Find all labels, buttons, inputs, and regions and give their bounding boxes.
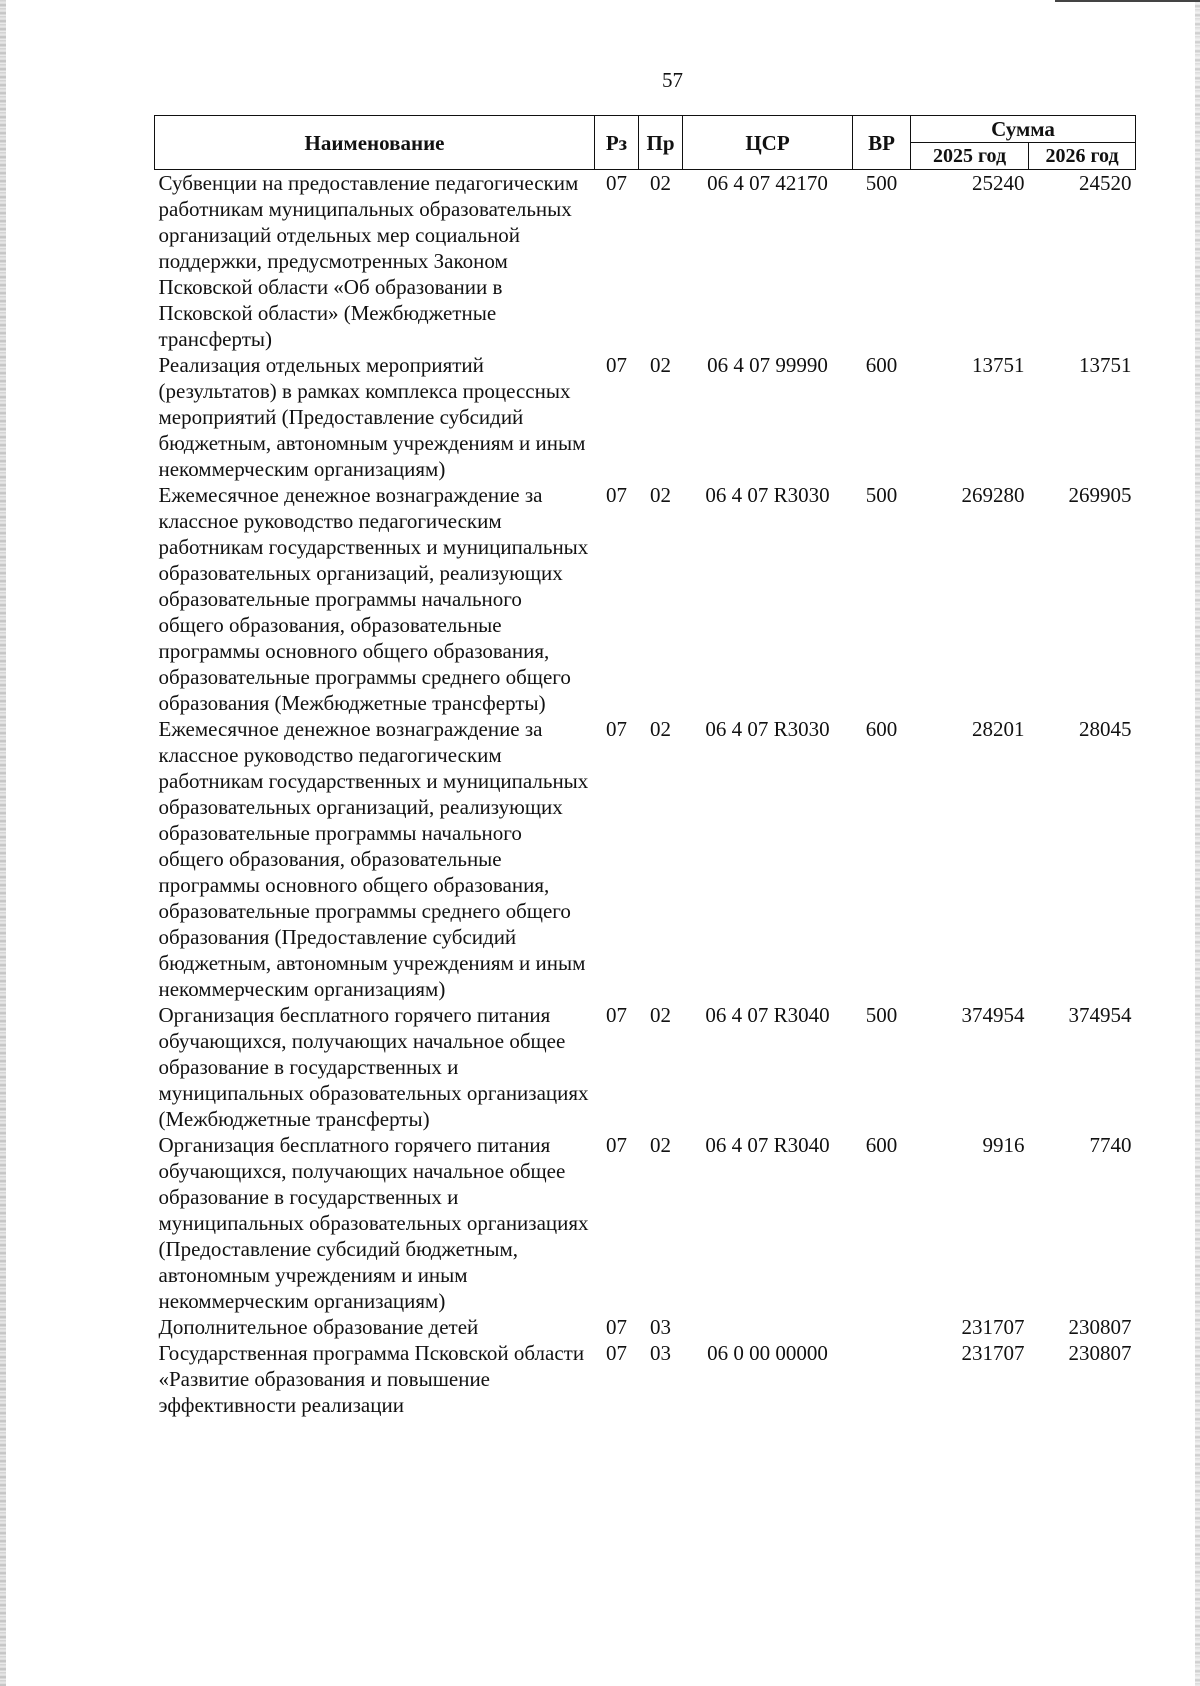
table-header — [155, 116, 1136, 170]
cell-sum-2025: 269280 — [961, 483, 1025, 507]
cell-sum-2026: 28045 — [1079, 717, 1132, 741]
table-row — [155, 1314, 1136, 1340]
table-row — [155, 716, 1136, 1002]
cell-vr — [853, 1340, 911, 1418]
cell-rz: 07 — [606, 1315, 627, 1339]
cell-vr: 600 — [865, 353, 898, 377]
cell-csr: 06 4 07 R3040 — [705, 1003, 830, 1027]
cell-rz: 07 — [606, 353, 627, 377]
cell-sum-2025: 25240 — [972, 171, 1025, 195]
scan-edge-right — [1195, 0, 1200, 1686]
table-row — [155, 482, 1136, 716]
cell-name: Государственная программа Псковской области «Развитие образования и повышение эффективности реализации — [158, 1341, 585, 1417]
cell-vr: 600 — [865, 1133, 898, 1157]
cell-sum-2025: 13751 — [972, 353, 1025, 377]
cell-vr: 600 — [865, 717, 898, 741]
cell-csr: 06 4 07 99990 — [707, 353, 828, 377]
cell-rz: 07 — [606, 717, 627, 741]
cell-csr — [683, 1314, 853, 1340]
cell-rz: 07 — [606, 1133, 627, 1157]
cell-csr: 06 4 07 R3040 — [705, 1133, 830, 1157]
cell-rz: 07 — [606, 1341, 627, 1365]
cell-sum-2026: 13751 — [1079, 353, 1132, 377]
cell-vr: 500 — [865, 171, 898, 195]
cell-csr: 06 0 00 00000 — [707, 1341, 828, 1365]
cell-pr: 03 — [650, 1341, 671, 1365]
cell-name: Организация бесплатного горячего питания обучающихся, получающих начальное общее образование в государственных и муниципальных образовательных организациях (Межбюджетные трансферты) — [158, 1003, 589, 1131]
header-pr: Пр — [639, 116, 683, 170]
budget-table — [154, 115, 1136, 1418]
table-row — [155, 170, 1136, 353]
cell-name: Субвенции на предоставление педагогическим работникам муниципальных образовательных организаций отдельных мер социальной поддержки, предусмотренных Законом Псковской области «Об образовании в Псковской области» (Межбюджетные трансферты) — [158, 171, 579, 351]
cell-sum-2026: 230807 — [1068, 1315, 1132, 1339]
cell-csr: 06 4 07 R3030 — [705, 483, 830, 507]
cell-vr: 500 — [865, 483, 898, 507]
cell-sum-2025: 9916 — [982, 1133, 1025, 1157]
cell-pr: 02 — [650, 353, 671, 377]
cell-csr: 06 4 07 42170 — [707, 171, 828, 195]
cell-sum-2026: 230807 — [1068, 1341, 1132, 1365]
header-year-2025: 2025 год — [911, 143, 1029, 170]
cell-pr: 02 — [650, 171, 671, 195]
cell-rz: 07 — [606, 1003, 627, 1027]
cell-sum-2026: 24520 — [1079, 171, 1132, 195]
cell-vr: 500 — [865, 1003, 898, 1027]
header-name: Наименование — [155, 116, 595, 170]
cell-name: Дополнительное образование детей — [158, 1315, 479, 1339]
cell-pr: 02 — [650, 1133, 671, 1157]
cell-name: Организация бесплатного горячего питания обучающихся, получающих начальное общее образование в государственных и муниципальных образовательных организациях (Предоставление субсидий бюджетным, автономным учреждениям и иным некоммерческим организациям) — [158, 1133, 589, 1313]
cell-vr — [853, 1314, 911, 1340]
page-number: 57 — [662, 68, 683, 92]
header-vr: ВР — [853, 116, 911, 170]
cell-sum-2025: 28201 — [972, 717, 1025, 741]
table-row — [155, 352, 1136, 482]
header-year-2026: 2026 год — [1029, 143, 1136, 170]
cell-sum-2026: 269905 — [1068, 483, 1132, 507]
cell-name: Ежемесячное денежное вознаграждение за классное руководство педагогическим работникам государственных и муниципальных образовательных организаций, реализующих образовательные программы начального общего образования, образовательные программы основного общего образования, образовательные программы среднего общего образования (Межбюджетные трансферты) — [158, 483, 589, 715]
cell-sum-2025: 374954 — [961, 1003, 1025, 1027]
cell-rz: 07 — [606, 483, 627, 507]
cell-pr: 02 — [650, 483, 671, 507]
header-rz: Рз — [595, 116, 639, 170]
table-row — [155, 1132, 1136, 1314]
table-row — [155, 1002, 1136, 1132]
cell-pr: 02 — [650, 1003, 671, 1027]
cell-name: Реализация отдельных мероприятий (результатов) в рамках комплекса процессных мероприятий (Предоставление субсидий бюджетным, автономным учреждениям и иным некоммерческим организациям) — [158, 353, 586, 481]
cell-sum-2026: 374954 — [1068, 1003, 1132, 1027]
cell-csr: 06 4 07 R3030 — [705, 717, 830, 741]
table-body — [155, 170, 1136, 1419]
cell-sum-2025: 231707 — [961, 1315, 1025, 1339]
cell-sum-2026: 7740 — [1089, 1133, 1132, 1157]
top-rule — [1055, 0, 1200, 2]
header-sum: Сумма — [911, 116, 1136, 143]
cell-rz: 07 — [606, 171, 627, 195]
scan-edge-left — [0, 0, 6, 1686]
cell-pr: 03 — [650, 1315, 671, 1339]
table-row — [155, 1340, 1136, 1418]
cell-pr: 02 — [650, 717, 671, 741]
cell-name: Ежемесячное денежное вознаграждение за классное руководство педагогическим работникам государственных и муниципальных образовательных организаций, реализующих образовательные программы начального общего образования, образовательные программы основного общего образования, образовательные программы среднего общего образования (Предоставление субсидий бюджетным, автономным учреждениям и иным некоммерческим организациям) — [158, 717, 589, 1001]
header-csr: ЦСР — [683, 116, 853, 170]
cell-sum-2025: 231707 — [961, 1341, 1025, 1365]
